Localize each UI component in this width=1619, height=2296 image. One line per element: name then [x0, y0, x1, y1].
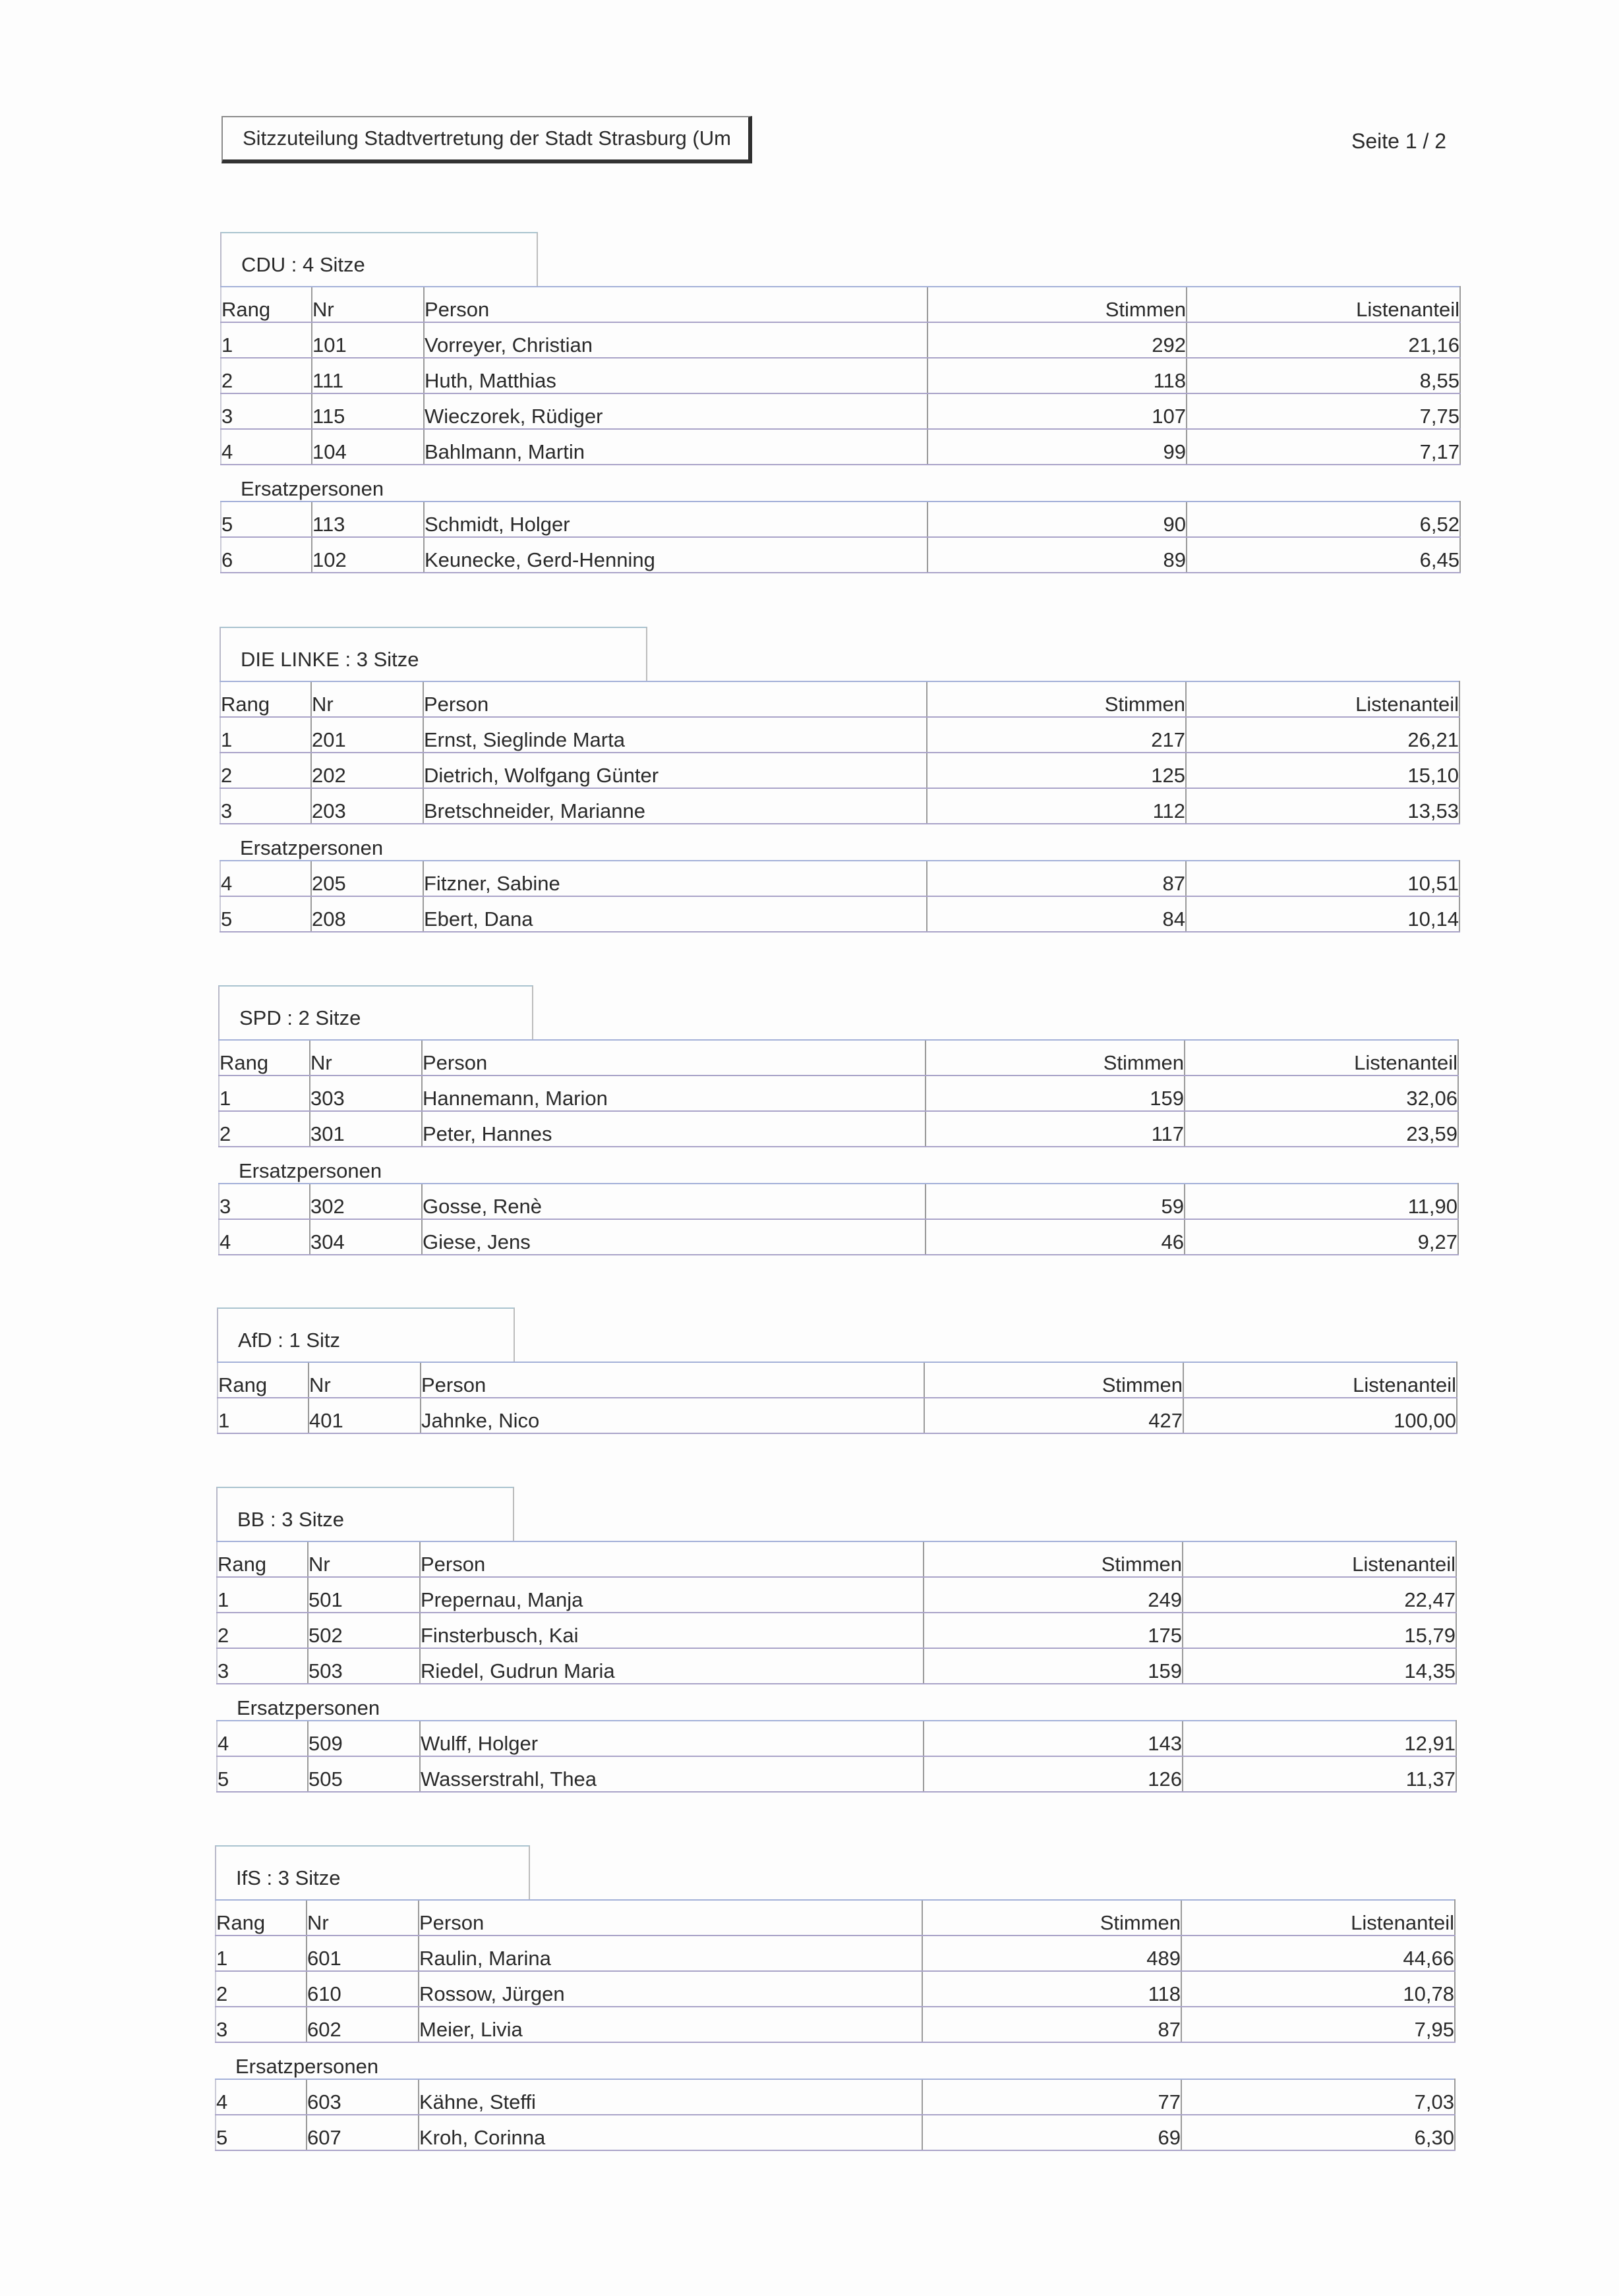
rang-cell: 3 [216, 2007, 307, 2042]
stimmen-cell: 107 [927, 393, 1187, 429]
anteil-cell: 100,00 [1183, 1398, 1457, 1433]
person-cell: Person [421, 1362, 924, 1398]
ersatz-heading-row [216, 2042, 1455, 2079]
stimmen-cell: 84 [927, 896, 1186, 932]
stimmen-cell: 87 [927, 861, 1186, 896]
rang-cell: 5 [217, 1756, 308, 1792]
anteil-cell: 8,55 [1187, 358, 1460, 393]
person-cell: Hannemann, Marion [422, 1076, 926, 1111]
party-label: BB : 3 Sitze [216, 1487, 514, 1541]
rang-cell: 4 [221, 429, 312, 465]
nr-cell: Nr [311, 681, 423, 717]
stimmen-cell: 118 [922, 1971, 1181, 2007]
rang-cell: Rang [216, 1900, 307, 1936]
ersatz-heading: Ersatzpersonen [235, 2055, 379, 2078]
stimmen-cell: 489 [922, 1936, 1181, 1971]
results-table [215, 1899, 1456, 2151]
anteil-cell: Listenanteil [1187, 287, 1460, 322]
ersatz-heading: Ersatzpersonen [237, 1696, 380, 1719]
person-cell: Finsterbusch, Kai [420, 1613, 924, 1648]
nr-cell: Nr [309, 1362, 421, 1398]
table-row-ersatz [217, 1721, 1456, 1756]
person-cell: Person [424, 287, 927, 322]
person-cell: Person [419, 1900, 922, 1936]
rang-cell: 2 [219, 1111, 310, 1147]
table-row-ersatz [216, 2115, 1455, 2150]
anteil-cell: 32,06 [1185, 1076, 1458, 1111]
rang-cell: 4 [219, 1219, 310, 1255]
nr-cell: 303 [310, 1076, 422, 1111]
stimmen-cell: Stimmen [924, 1541, 1183, 1577]
anteil-cell: Listenanteil [1183, 1541, 1456, 1577]
stimmen-cell: 427 [924, 1398, 1183, 1433]
rang-cell: 3 [217, 1648, 308, 1684]
person-cell: Peter, Hannes [422, 1111, 926, 1147]
person-cell: Kroh, Corinna [419, 2115, 922, 2150]
anteil-cell: 21,16 [1187, 322, 1460, 358]
table-row-ersatz [221, 537, 1460, 573]
person-cell: Keunecke, Gerd-Henning [424, 537, 927, 573]
anteil-cell: 11,90 [1185, 1184, 1458, 1219]
person-cell: Wieczorek, Rüdiger [424, 393, 927, 429]
nr-cell: 501 [308, 1577, 420, 1613]
stimmen-cell: 175 [924, 1613, 1183, 1648]
rang-cell: 5 [220, 896, 311, 932]
nr-cell: 602 [307, 2007, 419, 2042]
party-label: CDU : 4 Sitze [220, 232, 538, 286]
table-row [217, 1577, 1456, 1613]
stimmen-cell: 143 [924, 1721, 1183, 1756]
header-row [221, 287, 1460, 322]
ersatz-heading: Ersatzpersonen [240, 836, 384, 859]
results-table [220, 681, 1460, 933]
rang-cell: 1 [218, 1398, 309, 1433]
person-cell: Gosse, Renè [422, 1184, 926, 1219]
anteil-cell: 10,14 [1186, 896, 1459, 932]
rang-cell: 5 [216, 2115, 307, 2150]
stimmen-cell: 217 [927, 717, 1186, 753]
nr-cell: 607 [307, 2115, 419, 2150]
page-number: Seite 1 / 2 [1351, 129, 1447, 153]
nr-cell: 505 [308, 1756, 420, 1792]
rang-cell: Rang [221, 287, 312, 322]
anteil-cell: 6,52 [1187, 502, 1460, 537]
person-cell: Person [422, 1040, 926, 1076]
anteil-cell: Listenanteil [1185, 1040, 1458, 1076]
table-row-ersatz [217, 1756, 1456, 1792]
person-cell: Person [423, 681, 927, 717]
nr-cell: 502 [308, 1613, 420, 1648]
person-cell: Bahlmann, Martin [424, 429, 927, 465]
anteil-cell: 15,79 [1183, 1613, 1456, 1648]
ersatz-heading-row [219, 1147, 1458, 1184]
rang-cell: 4 [216, 2079, 307, 2115]
anteil-cell: 7,95 [1181, 2007, 1455, 2042]
nr-cell: 113 [312, 502, 424, 537]
party-section-spd [218, 985, 1459, 1255]
stimmen-cell: 249 [924, 1577, 1183, 1613]
anteil-cell: 11,37 [1183, 1756, 1456, 1792]
stimmen-cell: 46 [926, 1219, 1185, 1255]
nr-cell: Nr [308, 1541, 420, 1577]
results-table [216, 1541, 1457, 1793]
table-row-ersatz [220, 861, 1459, 896]
table-row [217, 1613, 1456, 1648]
rang-cell: Rang [217, 1541, 308, 1577]
nr-cell: Nr [312, 287, 424, 322]
party-label: SPD : 2 Sitze [218, 985, 533, 1039]
party-section-die-linke [220, 627, 1460, 933]
person-cell: Vorreyer, Christian [424, 322, 927, 358]
stimmen-cell: 69 [922, 2115, 1181, 2150]
person-cell: Ebert, Dana [423, 896, 927, 932]
ersatz-heading: Ersatzpersonen [241, 477, 384, 500]
table-row-ersatz [216, 2079, 1455, 2115]
nr-cell: 401 [309, 1398, 421, 1433]
nr-cell: 202 [311, 753, 423, 788]
stimmen-cell: Stimmen [924, 1362, 1183, 1398]
person-cell: Wasserstrahl, Thea [420, 1756, 924, 1792]
person-cell: Raulin, Marina [419, 1936, 922, 1971]
table-row-ersatz [221, 502, 1460, 537]
nr-cell: 509 [308, 1721, 420, 1756]
anteil-cell: 22,47 [1183, 1577, 1456, 1613]
rang-cell: 4 [217, 1721, 308, 1756]
nr-cell: 208 [311, 896, 423, 932]
rang-cell: 3 [221, 393, 312, 429]
stimmen-cell: 126 [924, 1756, 1183, 1792]
nr-cell: 205 [311, 861, 423, 896]
header-row [218, 1362, 1457, 1398]
ersatz-heading-row [220, 824, 1459, 861]
nr-cell: 304 [310, 1219, 422, 1255]
party-label: IfS : 3 Sitze [215, 1845, 530, 1899]
person-cell: Wulff, Holger [420, 1721, 924, 1756]
nr-cell: 603 [307, 2079, 419, 2115]
ersatz-heading-row [221, 465, 1460, 502]
table-row [218, 1398, 1457, 1433]
table-row-ersatz [219, 1184, 1458, 1219]
anteil-cell: 7,17 [1187, 429, 1460, 465]
rang-cell: Rang [220, 681, 311, 717]
table-row [219, 1111, 1458, 1147]
ersatz-heading-row [217, 1684, 1456, 1721]
nr-cell: 101 [312, 322, 424, 358]
nr-cell: 203 [311, 788, 423, 824]
anteil-cell: 13,53 [1186, 788, 1459, 824]
party-section-afd [217, 1307, 1457, 1434]
stimmen-cell: 117 [926, 1111, 1185, 1147]
table-row [220, 717, 1459, 753]
rang-cell: 1 [216, 1936, 307, 1971]
table-row [220, 788, 1459, 824]
anteil-cell: Listenanteil [1186, 681, 1459, 717]
header-row [217, 1541, 1456, 1577]
person-cell: Fitzner, Sabine [423, 861, 927, 896]
nr-cell: Nr [307, 1900, 419, 1936]
stimmen-cell: 118 [927, 358, 1187, 393]
stimmen-cell: 59 [926, 1184, 1185, 1219]
table-row-ersatz [220, 896, 1459, 932]
results-table [217, 1362, 1457, 1434]
party-label: AfD : 1 Sitz [217, 1307, 515, 1362]
person-cell: Rossow, Jürgen [419, 1971, 922, 2007]
anteil-cell: Listenanteil [1181, 1900, 1455, 1936]
nr-cell: 102 [312, 537, 424, 573]
anteil-cell: 23,59 [1185, 1111, 1458, 1147]
anteil-cell: 6,30 [1181, 2115, 1455, 2150]
anteil-cell: 15,10 [1186, 753, 1459, 788]
person-cell: Kähne, Steffi [419, 2079, 922, 2115]
nr-cell: 201 [311, 717, 423, 753]
stimmen-cell: Stimmen [922, 1900, 1181, 1936]
anteil-cell: 14,35 [1183, 1648, 1456, 1684]
anteil-cell: 7,03 [1181, 2079, 1455, 2115]
person-cell: Bretschneider, Marianne [423, 788, 927, 824]
anteil-cell: 10,78 [1181, 1971, 1455, 2007]
stimmen-cell: 159 [924, 1648, 1183, 1684]
nr-cell: 104 [312, 429, 424, 465]
person-cell: Ernst, Sieglinde Marta [423, 717, 927, 753]
party-section-bb [216, 1487, 1457, 1793]
header-row [220, 681, 1459, 717]
stimmen-cell: 125 [927, 753, 1186, 788]
results-table [220, 286, 1461, 573]
stimmen-cell: 292 [927, 322, 1187, 358]
table-row [221, 358, 1460, 393]
stimmen-cell: 112 [927, 788, 1186, 824]
rang-cell: 1 [220, 717, 311, 753]
stimmen-cell: Stimmen [927, 287, 1187, 322]
header-row [219, 1040, 1458, 1076]
rang-cell: 2 [220, 753, 311, 788]
table-row [221, 393, 1460, 429]
header-row [216, 1900, 1455, 1936]
nr-cell: 610 [307, 1971, 419, 2007]
person-cell: Jahnke, Nico [421, 1398, 924, 1433]
rang-cell: 2 [217, 1613, 308, 1648]
anteil-cell: 12,91 [1183, 1721, 1456, 1756]
nr-cell: 503 [308, 1648, 420, 1684]
anteil-cell: 10,51 [1186, 861, 1459, 896]
table-row [217, 1648, 1456, 1684]
table-row [216, 2007, 1455, 2042]
table-row-ersatz [219, 1219, 1458, 1255]
person-cell: Giese, Jens [422, 1219, 926, 1255]
stimmen-cell: 99 [927, 429, 1187, 465]
nr-cell: 302 [310, 1184, 422, 1219]
rang-cell: 6 [221, 537, 312, 573]
rang-cell: 2 [221, 358, 312, 393]
rang-cell: 2 [216, 1971, 307, 2007]
results-table [218, 1039, 1459, 1255]
anteil-cell: 44,66 [1181, 1936, 1455, 1971]
stimmen-cell: Stimmen [927, 681, 1186, 717]
stimmen-cell: 77 [922, 2079, 1181, 2115]
party-section-cdu [220, 232, 1461, 573]
table-row [220, 753, 1459, 788]
person-cell: Prepernau, Manja [420, 1577, 924, 1613]
stimmen-cell: 89 [927, 537, 1187, 573]
nr-cell: 115 [312, 393, 424, 429]
rang-cell: 5 [221, 502, 312, 537]
anteil-cell: Listenanteil [1183, 1362, 1457, 1398]
anteil-cell: 6,45 [1187, 537, 1460, 573]
rang-cell: 3 [220, 788, 311, 824]
person-cell: Dietrich, Wolfgang Günter [423, 753, 927, 788]
stimmen-cell: 87 [922, 2007, 1181, 2042]
party-label: DIE LINKE : 3 Sitze [220, 627, 647, 681]
table-row [216, 1971, 1455, 2007]
anteil-cell: 9,27 [1185, 1219, 1458, 1255]
anteil-cell: 7,75 [1187, 393, 1460, 429]
person-cell: Meier, Livia [419, 2007, 922, 2042]
rang-cell: 4 [220, 861, 311, 896]
table-row [216, 1936, 1455, 1971]
table-row [219, 1076, 1458, 1111]
rang-cell: Rang [218, 1362, 309, 1398]
rang-cell: 1 [217, 1577, 308, 1613]
party-section-ifs [215, 1845, 1456, 2151]
table-row [221, 429, 1460, 465]
stimmen-cell: 159 [926, 1076, 1185, 1111]
table-row [221, 322, 1460, 358]
nr-cell: 301 [310, 1111, 422, 1147]
person-cell: Huth, Matthias [424, 358, 927, 393]
person-cell: Person [420, 1541, 924, 1577]
nr-cell: 601 [307, 1936, 419, 1971]
stimmen-cell: 90 [927, 502, 1187, 537]
document-title: Sitzzuteilung Stadtvertretung der Stadt Strasburg (Um [221, 116, 752, 163]
rang-cell: 1 [219, 1076, 310, 1111]
stimmen-cell: Stimmen [926, 1040, 1185, 1076]
rang-cell: 3 [219, 1184, 310, 1219]
person-cell: Schmidt, Holger [424, 502, 927, 537]
rang-cell: Rang [219, 1040, 310, 1076]
rang-cell: 1 [221, 322, 312, 358]
anteil-cell: 26,21 [1186, 717, 1459, 753]
nr-cell: Nr [310, 1040, 422, 1076]
person-cell: Riedel, Gudrun Maria [420, 1648, 924, 1684]
nr-cell: 111 [312, 358, 424, 393]
ersatz-heading: Ersatzpersonen [239, 1159, 382, 1182]
